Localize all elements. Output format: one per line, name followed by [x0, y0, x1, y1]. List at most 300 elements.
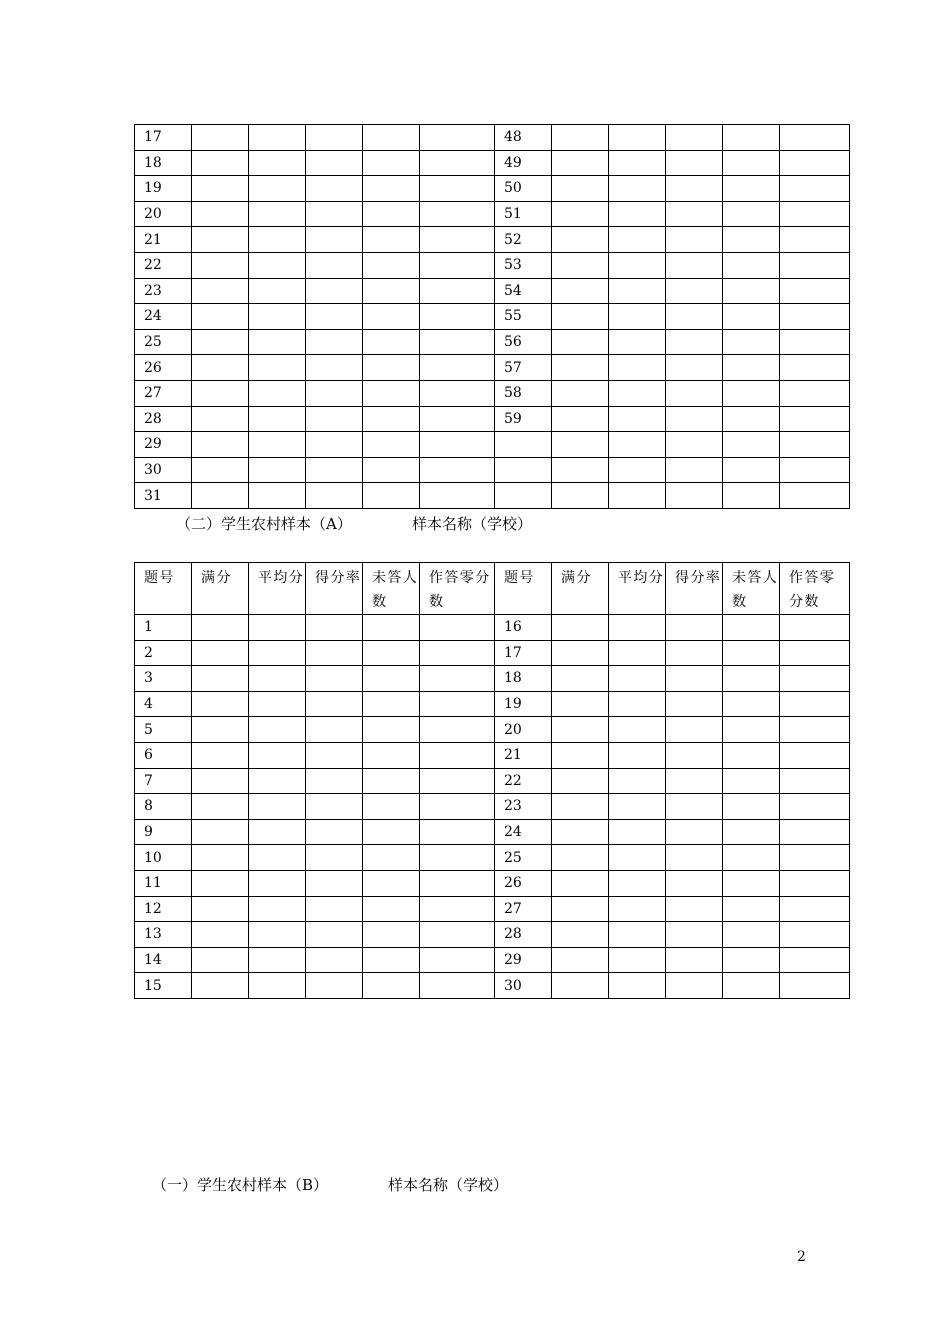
- empty-cell: [780, 717, 850, 743]
- empty-cell: [723, 640, 780, 666]
- column-header: 得分率: [666, 563, 723, 615]
- empty-cell: [420, 717, 495, 743]
- empty-cell: [192, 406, 249, 432]
- empty-cell: [780, 615, 850, 641]
- empty-cell: [780, 742, 850, 768]
- empty-cell: [780, 870, 850, 896]
- empty-cell: [780, 666, 850, 692]
- empty-cell: [552, 176, 609, 202]
- question-number-cell: 51: [495, 201, 552, 227]
- empty-cell: [192, 304, 249, 330]
- empty-cell: [666, 666, 723, 692]
- empty-cell: [420, 380, 495, 406]
- question-number-cell: 8: [135, 794, 192, 820]
- empty-cell: [363, 278, 420, 304]
- empty-cell: [780, 483, 850, 509]
- empty-cell: [306, 278, 363, 304]
- empty-cell: [666, 640, 723, 666]
- empty-cell: [249, 922, 306, 948]
- empty-cell: [666, 406, 723, 432]
- empty-cell: [552, 432, 609, 458]
- empty-cell: [249, 304, 306, 330]
- column-header: 题号: [495, 563, 552, 615]
- table-row: [135, 457, 850, 483]
- empty-cell: [609, 227, 666, 253]
- empty-cell: [192, 483, 249, 509]
- empty-cell: [363, 355, 420, 381]
- empty-cell: [192, 717, 249, 743]
- table-row: [135, 304, 850, 330]
- empty-cell: [249, 666, 306, 692]
- empty-cell: [609, 794, 666, 820]
- empty-cell: [192, 666, 249, 692]
- question-number-cell: 6: [135, 742, 192, 768]
- question-number-cell: 26: [495, 870, 552, 896]
- question-number-cell: 28: [135, 406, 192, 432]
- empty-cell: [609, 666, 666, 692]
- empty-cell: [420, 355, 495, 381]
- empty-cell: [192, 947, 249, 973]
- empty-cell: [609, 380, 666, 406]
- section-caption: （一）学生农村样本（B）: [152, 1176, 329, 1194]
- empty-cell: [192, 278, 249, 304]
- empty-cell: [363, 717, 420, 743]
- empty-cell: [723, 355, 780, 381]
- empty-cell: [420, 947, 495, 973]
- table-row: [135, 615, 850, 641]
- empty-cell: [780, 380, 850, 406]
- empty-cell: [306, 768, 363, 794]
- empty-cell: [666, 227, 723, 253]
- empty-cell: [552, 201, 609, 227]
- empty-cell: [723, 973, 780, 999]
- empty-cell: [552, 252, 609, 278]
- empty-cell: [306, 819, 363, 845]
- question-number-cell: 16: [495, 615, 552, 641]
- question-number-cell: 49: [495, 150, 552, 176]
- empty-cell: [363, 227, 420, 253]
- empty-cell: [192, 973, 249, 999]
- question-number-cell: 23: [135, 278, 192, 304]
- question-number-cell: 27: [495, 896, 552, 922]
- question-number-cell: 17: [135, 125, 192, 151]
- question-number-cell: 21: [135, 227, 192, 253]
- column-header: 作答零分数: [420, 563, 495, 615]
- empty-cell: [780, 304, 850, 330]
- empty-cell: [780, 922, 850, 948]
- empty-cell: [306, 125, 363, 151]
- empty-cell: [249, 717, 306, 743]
- empty-cell: [192, 794, 249, 820]
- empty-cell: [249, 150, 306, 176]
- empty-cell: [306, 457, 363, 483]
- empty-cell: [192, 457, 249, 483]
- empty-cell: [666, 973, 723, 999]
- empty-cell: [420, 768, 495, 794]
- empty-cell: [723, 691, 780, 717]
- empty-cell: [552, 406, 609, 432]
- empty-cell: [249, 691, 306, 717]
- empty-cell: [363, 432, 420, 458]
- question-number-cell: 28: [495, 922, 552, 948]
- question-number-cell: 14: [135, 947, 192, 973]
- empty-cell: [249, 406, 306, 432]
- question-number-cell: 27: [135, 380, 192, 406]
- empty-cell: [249, 483, 306, 509]
- question-number-cell: [495, 432, 552, 458]
- empty-cell: [666, 794, 723, 820]
- column-header: 平均分: [249, 563, 306, 615]
- empty-cell: [666, 457, 723, 483]
- empty-cell: [780, 794, 850, 820]
- empty-cell: [420, 457, 495, 483]
- question-number-cell: 2: [135, 640, 192, 666]
- empty-cell: [723, 483, 780, 509]
- empty-cell: [249, 742, 306, 768]
- empty-cell: [363, 150, 420, 176]
- question-number-cell: 5: [135, 717, 192, 743]
- empty-cell: [780, 457, 850, 483]
- empty-cell: [780, 947, 850, 973]
- empty-cell: [666, 742, 723, 768]
- empty-cell: [723, 794, 780, 820]
- empty-cell: [552, 768, 609, 794]
- question-number-cell: 19: [495, 691, 552, 717]
- empty-cell: [723, 432, 780, 458]
- empty-cell: [363, 922, 420, 948]
- question-number-cell: 9: [135, 819, 192, 845]
- empty-cell: [666, 896, 723, 922]
- empty-cell: [552, 870, 609, 896]
- empty-cell: [780, 201, 850, 227]
- empty-cell: [723, 329, 780, 355]
- question-number-cell: 20: [135, 201, 192, 227]
- empty-cell: [609, 329, 666, 355]
- question-number-cell: 24: [135, 304, 192, 330]
- question-number-cell: 18: [135, 150, 192, 176]
- empty-cell: [249, 355, 306, 381]
- empty-cell: [306, 252, 363, 278]
- empty-cell: [420, 615, 495, 641]
- empty-cell: [552, 150, 609, 176]
- empty-cell: [552, 845, 609, 871]
- empty-cell: [192, 329, 249, 355]
- empty-cell: [306, 406, 363, 432]
- empty-cell: [609, 717, 666, 743]
- empty-cell: [666, 252, 723, 278]
- question-number-cell: 4: [135, 691, 192, 717]
- empty-cell: [666, 125, 723, 151]
- empty-cell: [306, 742, 363, 768]
- empty-cell: [666, 947, 723, 973]
- question-number-cell: 53: [495, 252, 552, 278]
- empty-cell: [249, 615, 306, 641]
- empty-cell: [609, 947, 666, 973]
- empty-cell: [723, 768, 780, 794]
- empty-cell: [363, 845, 420, 871]
- empty-cell: [609, 252, 666, 278]
- empty-cell: [363, 252, 420, 278]
- empty-cell: [609, 691, 666, 717]
- table-row: [135, 819, 850, 845]
- empty-cell: [609, 278, 666, 304]
- empty-cell: [723, 125, 780, 151]
- empty-cell: [666, 432, 723, 458]
- empty-cell: [192, 742, 249, 768]
- empty-cell: [552, 355, 609, 381]
- empty-cell: [249, 457, 306, 483]
- empty-cell: [666, 870, 723, 896]
- empty-cell: [666, 717, 723, 743]
- empty-cell: [552, 947, 609, 973]
- question-number-cell: 54: [495, 278, 552, 304]
- empty-cell: [363, 896, 420, 922]
- empty-cell: [552, 278, 609, 304]
- empty-cell: [780, 150, 850, 176]
- empty-cell: [552, 483, 609, 509]
- empty-cell: [192, 201, 249, 227]
- empty-cell: [192, 768, 249, 794]
- question-number-cell: 26: [135, 355, 192, 381]
- empty-cell: [363, 615, 420, 641]
- empty-cell: [420, 691, 495, 717]
- question-number-cell: 22: [135, 252, 192, 278]
- empty-cell: [306, 227, 363, 253]
- empty-cell: [666, 201, 723, 227]
- empty-cell: [306, 947, 363, 973]
- table-row: [135, 947, 850, 973]
- empty-cell: [609, 896, 666, 922]
- empty-cell: [249, 176, 306, 202]
- empty-cell: [723, 819, 780, 845]
- table-row: [135, 150, 850, 176]
- empty-cell: [723, 150, 780, 176]
- question-number-cell: 12: [135, 896, 192, 922]
- question-number-cell: 22: [495, 768, 552, 794]
- empty-cell: [420, 329, 495, 355]
- question-number-cell: 55: [495, 304, 552, 330]
- empty-cell: [420, 483, 495, 509]
- table-row: [135, 227, 850, 253]
- empty-cell: [609, 640, 666, 666]
- empty-cell: [552, 922, 609, 948]
- empty-cell: [192, 380, 249, 406]
- empty-cell: [192, 150, 249, 176]
- table-body: [135, 125, 850, 509]
- empty-cell: [609, 406, 666, 432]
- empty-cell: [609, 845, 666, 871]
- question-number-cell: 10: [135, 845, 192, 871]
- empty-cell: [363, 742, 420, 768]
- score-table-continued: [134, 124, 850, 509]
- table-row: [135, 278, 850, 304]
- empty-cell: [363, 380, 420, 406]
- column-header: 得分率: [306, 563, 363, 615]
- empty-cell: [363, 304, 420, 330]
- question-number-cell: 23: [495, 794, 552, 820]
- empty-cell: [552, 640, 609, 666]
- empty-cell: [306, 794, 363, 820]
- table-body: [135, 563, 850, 999]
- empty-cell: [780, 768, 850, 794]
- empty-cell: [363, 201, 420, 227]
- empty-cell: [249, 227, 306, 253]
- question-number-cell: 1: [135, 615, 192, 641]
- empty-cell: [363, 125, 420, 151]
- table-row: [135, 845, 850, 871]
- empty-cell: [306, 717, 363, 743]
- empty-cell: [420, 252, 495, 278]
- empty-cell: [780, 973, 850, 999]
- empty-cell: [666, 922, 723, 948]
- empty-cell: [249, 870, 306, 896]
- empty-cell: [192, 227, 249, 253]
- empty-cell: [780, 227, 850, 253]
- table-row: [135, 380, 850, 406]
- empty-cell: [306, 304, 363, 330]
- question-number-cell: [495, 483, 552, 509]
- empty-cell: [363, 794, 420, 820]
- table-row: [135, 432, 850, 458]
- empty-cell: [420, 870, 495, 896]
- empty-cell: [780, 819, 850, 845]
- empty-cell: [723, 742, 780, 768]
- empty-cell: [666, 380, 723, 406]
- empty-cell: [552, 380, 609, 406]
- empty-cell: [723, 666, 780, 692]
- empty-cell: [192, 252, 249, 278]
- empty-cell: [306, 380, 363, 406]
- column-header: 满分: [192, 563, 249, 615]
- empty-cell: [723, 922, 780, 948]
- empty-cell: [609, 483, 666, 509]
- empty-cell: [420, 278, 495, 304]
- empty-cell: [780, 176, 850, 202]
- empty-cell: [609, 176, 666, 202]
- empty-cell: [609, 125, 666, 151]
- empty-cell: [723, 457, 780, 483]
- question-number-cell: 25: [135, 329, 192, 355]
- sample-name-label: 样本名称（学校）: [412, 515, 533, 533]
- question-number-cell: 30: [495, 973, 552, 999]
- section-caption: （二）学生农村样本（A）: [176, 515, 352, 533]
- empty-cell: [306, 922, 363, 948]
- question-number-cell: [495, 457, 552, 483]
- empty-cell: [609, 615, 666, 641]
- empty-cell: [363, 176, 420, 202]
- empty-cell: [780, 329, 850, 355]
- sample-name-label: 样本名称（学校）: [388, 1176, 509, 1194]
- empty-cell: [420, 176, 495, 202]
- empty-cell: [306, 666, 363, 692]
- empty-cell: [306, 483, 363, 509]
- empty-cell: [249, 380, 306, 406]
- question-number-cell: 50: [495, 176, 552, 202]
- empty-cell: [192, 922, 249, 948]
- empty-cell: [723, 615, 780, 641]
- table-row: [135, 896, 850, 922]
- table-row: [135, 355, 850, 381]
- table-row: [135, 252, 850, 278]
- empty-cell: [609, 922, 666, 948]
- table-row: [135, 794, 850, 820]
- empty-cell: [306, 432, 363, 458]
- empty-cell: [249, 973, 306, 999]
- empty-cell: [249, 278, 306, 304]
- empty-cell: [609, 150, 666, 176]
- question-number-cell: 52: [495, 227, 552, 253]
- empty-cell: [306, 691, 363, 717]
- empty-cell: [192, 819, 249, 845]
- empty-cell: [609, 432, 666, 458]
- empty-cell: [780, 691, 850, 717]
- empty-cell: [249, 896, 306, 922]
- question-number-cell: 56: [495, 329, 552, 355]
- empty-cell: [363, 640, 420, 666]
- empty-cell: [420, 227, 495, 253]
- empty-cell: [420, 742, 495, 768]
- question-number-cell: 58: [495, 380, 552, 406]
- table-row: [135, 742, 850, 768]
- empty-cell: [363, 947, 420, 973]
- empty-cell: [249, 329, 306, 355]
- empty-cell: [723, 896, 780, 922]
- empty-cell: [420, 406, 495, 432]
- empty-cell: [249, 125, 306, 151]
- table-row: [135, 483, 850, 509]
- page-number: 2: [797, 1249, 806, 1265]
- empty-cell: [363, 406, 420, 432]
- empty-cell: [363, 483, 420, 509]
- empty-cell: [609, 742, 666, 768]
- table-row: [135, 768, 850, 794]
- empty-cell: [363, 819, 420, 845]
- empty-cell: [552, 125, 609, 151]
- empty-cell: [780, 252, 850, 278]
- empty-cell: [306, 870, 363, 896]
- empty-cell: [552, 896, 609, 922]
- empty-cell: [249, 845, 306, 871]
- empty-cell: [666, 819, 723, 845]
- empty-cell: [420, 845, 495, 871]
- table-row: [135, 329, 850, 355]
- question-number-cell: 30: [135, 457, 192, 483]
- empty-cell: [780, 355, 850, 381]
- table-row: [135, 201, 850, 227]
- empty-cell: [552, 304, 609, 330]
- empty-cell: [192, 176, 249, 202]
- empty-cell: [249, 432, 306, 458]
- empty-cell: [552, 819, 609, 845]
- empty-cell: [723, 278, 780, 304]
- question-number-cell: 21: [495, 742, 552, 768]
- empty-cell: [249, 768, 306, 794]
- empty-cell: [780, 432, 850, 458]
- question-number-cell: 25: [495, 845, 552, 871]
- empty-cell: [666, 483, 723, 509]
- empty-cell: [552, 691, 609, 717]
- empty-cell: [249, 201, 306, 227]
- empty-cell: [363, 973, 420, 999]
- empty-cell: [552, 666, 609, 692]
- empty-cell: [249, 252, 306, 278]
- empty-cell: [609, 304, 666, 330]
- empty-cell: [249, 947, 306, 973]
- empty-cell: [609, 973, 666, 999]
- empty-cell: [363, 691, 420, 717]
- empty-cell: [192, 640, 249, 666]
- empty-cell: [609, 768, 666, 794]
